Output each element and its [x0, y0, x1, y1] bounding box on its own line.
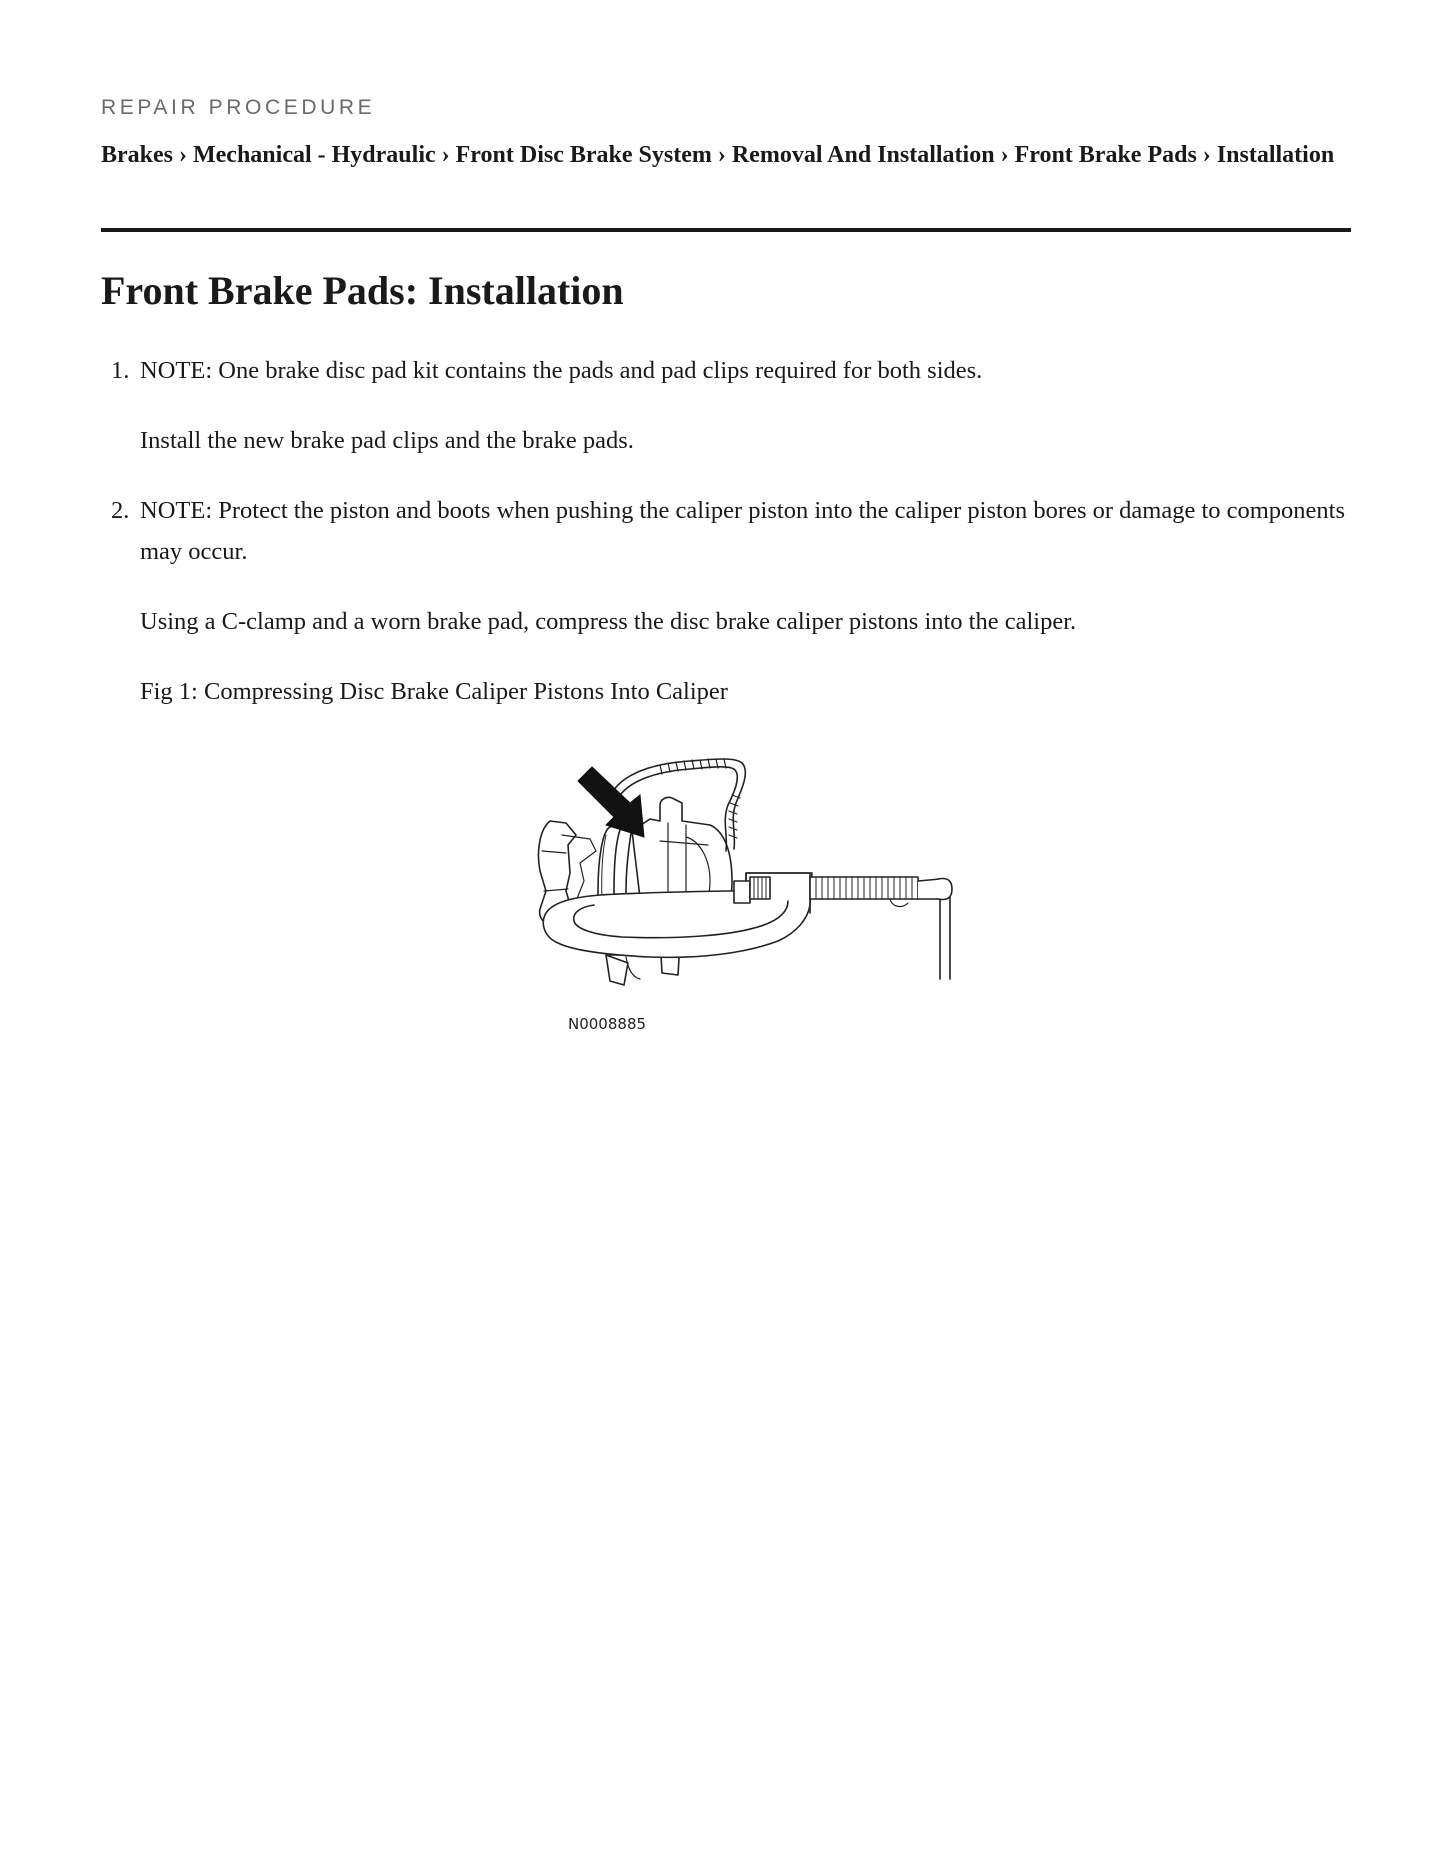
breadcrumb-item-brakes[interactable]: Brakes — [101, 142, 173, 168]
step-number: 1. — [111, 357, 130, 384]
breadcrumb-separator: › — [441, 142, 456, 168]
breadcrumb-item-front-disc-brake-system[interactable]: Front Disc Brake System — [455, 142, 712, 168]
procedure-steps — [101, 350, 1351, 1061]
step-1 — [101, 350, 1351, 461]
section-kicker: REPAIR PROCEDURE — [101, 96, 376, 119]
step-number: 2. — [111, 497, 130, 524]
breadcrumb-separator: › — [1000, 142, 1015, 168]
breadcrumb-separator: › — [717, 142, 732, 168]
breadcrumb — [101, 136, 1351, 175]
step-note: NOTE: Protect the piston and boots when pushing the caliper piston into the caliper piston bores or damage to components may occur. — [140, 497, 1346, 565]
breadcrumb-item-installation[interactable]: Installation — [1216, 142, 1335, 168]
step-instruction: Using a C-clamp and a worn brake pad, compress the disc brake caliper pistons into the caliper. — [140, 608, 1077, 635]
step-instruction: Install the new brake pad clips and the brake pads. — [140, 427, 634, 454]
breadcrumb-item-mechanical-hydraulic[interactable]: Mechanical - Hydraulic — [193, 142, 436, 168]
breadcrumb-item-front-brake-pads[interactable]: Front Brake Pads — [1014, 142, 1197, 168]
caliper-c-clamp-illustration — [510, 741, 990, 1061]
figure-container — [140, 741, 1351, 1061]
figure-id-label: N0008885 — [568, 1015, 647, 1033]
breadcrumb-separator: › — [179, 142, 193, 168]
header-divider — [101, 228, 1351, 232]
figure-caption: Fig 1: Compressing Disc Brake Caliper Pistons Into Caliper — [140, 678, 728, 705]
breadcrumb-item-removal-and-installation[interactable]: Removal And Installation — [731, 142, 995, 168]
page-title: Front Brake Pads: Installation — [101, 268, 624, 313]
step-note: NOTE: One brake disc pad kit contains the pads and pad clips required for both sides. — [140, 357, 983, 384]
breadcrumb-separator: › — [1202, 142, 1217, 168]
caliper-c-clamp-drawing — [510, 741, 990, 1061]
step-2 — [101, 490, 1351, 1061]
